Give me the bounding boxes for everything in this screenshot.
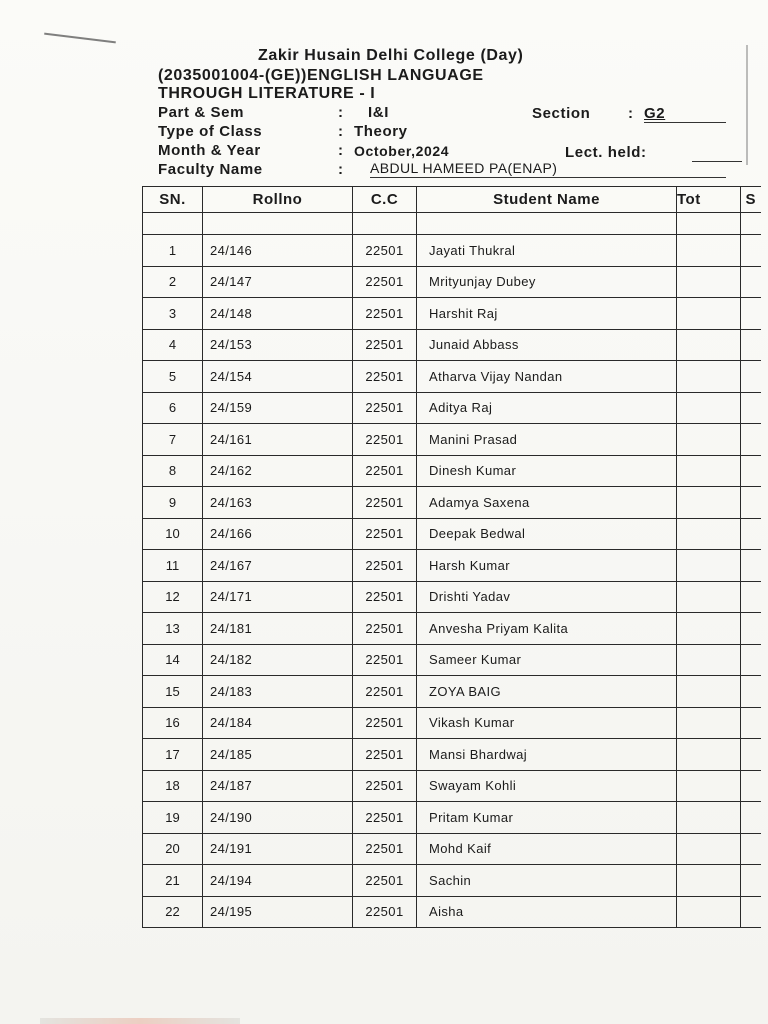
cell-cc: 22501 bbox=[353, 329, 417, 361]
cell-tot bbox=[677, 235, 741, 267]
table-header-row bbox=[143, 187, 761, 213]
cell-extra bbox=[741, 676, 761, 708]
cell-extra bbox=[741, 550, 761, 582]
lect-held-label: Lect. held: bbox=[565, 144, 647, 161]
cell-sn: 8 bbox=[143, 455, 203, 487]
cell-sn: 19 bbox=[143, 802, 203, 834]
table-row bbox=[143, 550, 761, 582]
cell-tot bbox=[677, 581, 741, 613]
cell-sn: 2 bbox=[143, 266, 203, 298]
cell-student-name: Junaid Abbass bbox=[417, 329, 677, 361]
cell-student-name: Atharva Vijay Nandan bbox=[417, 361, 677, 393]
cell-extra bbox=[741, 487, 761, 519]
cell-extra bbox=[741, 865, 761, 897]
cell-sn: 12 bbox=[143, 581, 203, 613]
page-edge-line bbox=[746, 45, 748, 165]
cell-extra bbox=[741, 739, 761, 771]
cell-cc: 22501 bbox=[353, 487, 417, 519]
cell-extra bbox=[741, 707, 761, 739]
table-row bbox=[143, 802, 761, 834]
cell-cc: 22501 bbox=[353, 802, 417, 834]
table-cell bbox=[143, 213, 203, 235]
cell-rollno: 24/163 bbox=[203, 487, 353, 519]
cell-tot bbox=[677, 518, 741, 550]
cell-student-name: Sachin bbox=[417, 865, 677, 897]
cell-sn: 9 bbox=[143, 487, 203, 519]
cell-rollno: 24/187 bbox=[203, 770, 353, 802]
cell-tot bbox=[677, 833, 741, 865]
cell-sn: 1 bbox=[143, 235, 203, 267]
cell-tot bbox=[677, 550, 741, 582]
faculty-value: ABDUL HAMEED PA(ENAP) bbox=[370, 160, 726, 178]
table-cell bbox=[417, 213, 677, 235]
cell-student-name: Swayam Kohli bbox=[417, 770, 677, 802]
cell-student-name: Mohd Kaif bbox=[417, 833, 677, 865]
table-row bbox=[143, 235, 761, 267]
table-row bbox=[143, 865, 761, 897]
cell-cc: 22501 bbox=[353, 266, 417, 298]
cell-rollno: 24/159 bbox=[203, 392, 353, 424]
section-label: Section bbox=[532, 105, 591, 122]
cell-student-name: Harsh Kumar bbox=[417, 550, 677, 582]
cell-cc: 22501 bbox=[353, 833, 417, 865]
cell-rollno: 24/195 bbox=[203, 896, 353, 928]
part-sem-label: Part & Sem bbox=[158, 104, 245, 121]
cell-rollno: 24/171 bbox=[203, 581, 353, 613]
cell-tot bbox=[677, 392, 741, 424]
cell-cc: 22501 bbox=[353, 644, 417, 676]
month-year-label: Month & Year bbox=[158, 142, 261, 159]
cell-extra bbox=[741, 392, 761, 424]
cell-extra bbox=[741, 613, 761, 645]
cell-sn: 21 bbox=[143, 865, 203, 897]
cell-sn: 10 bbox=[143, 518, 203, 550]
cell-tot bbox=[677, 676, 741, 708]
column-header-sn: SN. bbox=[143, 187, 203, 213]
table-row bbox=[143, 424, 761, 456]
cell-student-name: Anvesha Priyam Kalita bbox=[417, 613, 677, 645]
cell-student-name: Aditya Raj bbox=[417, 392, 677, 424]
cell-cc: 22501 bbox=[353, 739, 417, 771]
cell-rollno: 24/146 bbox=[203, 235, 353, 267]
cell-cc: 22501 bbox=[353, 235, 417, 267]
cell-tot bbox=[677, 487, 741, 519]
cell-student-name: Sameer Kumar bbox=[417, 644, 677, 676]
cell-extra bbox=[741, 455, 761, 487]
cell-extra bbox=[741, 644, 761, 676]
cell-tot bbox=[677, 644, 741, 676]
cell-cc: 22501 bbox=[353, 361, 417, 393]
student-table bbox=[142, 186, 762, 928]
cell-student-name: Adamya Saxena bbox=[417, 487, 677, 519]
cell-tot bbox=[677, 613, 741, 645]
cell-rollno: 24/148 bbox=[203, 298, 353, 330]
cell-sn: 22 bbox=[143, 896, 203, 928]
faculty-label: Faculty Name bbox=[158, 161, 263, 178]
table-row bbox=[143, 581, 761, 613]
cell-sn: 15 bbox=[143, 676, 203, 708]
table-cell bbox=[203, 213, 353, 235]
cell-extra bbox=[741, 518, 761, 550]
table-row bbox=[143, 707, 761, 739]
cell-extra bbox=[741, 329, 761, 361]
cell-cc: 22501 bbox=[353, 392, 417, 424]
table-row bbox=[143, 329, 761, 361]
cell-tot bbox=[677, 896, 741, 928]
class-type-label: Type of Class bbox=[158, 123, 263, 140]
table-cell bbox=[353, 213, 417, 235]
section-colon: : bbox=[628, 105, 634, 122]
cell-rollno: 24/191 bbox=[203, 833, 353, 865]
table-cell bbox=[741, 213, 761, 235]
cell-rollno: 24/153 bbox=[203, 329, 353, 361]
cell-cc: 22501 bbox=[353, 455, 417, 487]
cell-sn: 17 bbox=[143, 739, 203, 771]
cell-tot bbox=[677, 802, 741, 834]
class-type-value: Theory bbox=[354, 123, 408, 140]
table-row bbox=[143, 644, 761, 676]
column-header-rollno: Rollno bbox=[203, 187, 353, 213]
cell-tot bbox=[677, 424, 741, 456]
cell-cc: 22501 bbox=[353, 550, 417, 582]
cell-sn: 16 bbox=[143, 707, 203, 739]
cell-extra bbox=[741, 770, 761, 802]
column-header-cc: C.C bbox=[353, 187, 417, 213]
cell-extra bbox=[741, 896, 761, 928]
cell-sn: 6 bbox=[143, 392, 203, 424]
cell-cc: 22501 bbox=[353, 424, 417, 456]
cell-cc: 22501 bbox=[353, 707, 417, 739]
cell-cc: 22501 bbox=[353, 298, 417, 330]
cell-extra bbox=[741, 298, 761, 330]
table-row bbox=[143, 518, 761, 550]
cell-tot bbox=[677, 739, 741, 771]
table-spacer-row bbox=[143, 213, 761, 235]
table-row bbox=[143, 896, 761, 928]
cell-rollno: 24/147 bbox=[203, 266, 353, 298]
cell-tot bbox=[677, 266, 741, 298]
cell-rollno: 24/162 bbox=[203, 455, 353, 487]
cell-rollno: 24/185 bbox=[203, 739, 353, 771]
cell-sn: 13 bbox=[143, 613, 203, 645]
cell-extra bbox=[741, 802, 761, 834]
cell-sn: 7 bbox=[143, 424, 203, 456]
cell-student-name: Manini Prasad bbox=[417, 424, 677, 456]
table-cell bbox=[677, 213, 741, 235]
column-header-s: S bbox=[741, 187, 761, 213]
part-sem-value: I&I bbox=[368, 104, 389, 121]
cell-student-name: Harshit Raj bbox=[417, 298, 677, 330]
cell-student-name: Vikash Kumar bbox=[417, 707, 677, 739]
cell-cc: 22501 bbox=[353, 865, 417, 897]
cell-sn: 4 bbox=[143, 329, 203, 361]
section-value: G2 bbox=[644, 105, 726, 123]
cell-extra bbox=[741, 235, 761, 267]
cell-sn: 20 bbox=[143, 833, 203, 865]
month-year-value: October,2024 bbox=[354, 143, 450, 159]
table-row bbox=[143, 770, 761, 802]
cell-extra bbox=[741, 361, 761, 393]
class-type-colon: : bbox=[338, 123, 344, 140]
cell-student-name: Drishti Yadav bbox=[417, 581, 677, 613]
table-row bbox=[143, 361, 761, 393]
cell-student-name: Mansi Bhardwaj bbox=[417, 739, 677, 771]
cell-sn: 3 bbox=[143, 298, 203, 330]
cell-sn: 11 bbox=[143, 550, 203, 582]
cell-sn: 14 bbox=[143, 644, 203, 676]
cell-student-name: Jayati Thukral bbox=[417, 235, 677, 267]
cell-rollno: 24/167 bbox=[203, 550, 353, 582]
cell-student-name: ZOYA BAIG bbox=[417, 676, 677, 708]
table-row bbox=[143, 833, 761, 865]
table-row bbox=[143, 739, 761, 771]
cell-cc: 22501 bbox=[353, 581, 417, 613]
cell-extra bbox=[741, 424, 761, 456]
cell-rollno: 24/182 bbox=[203, 644, 353, 676]
cell-student-name: Dinesh Kumar bbox=[417, 455, 677, 487]
part-sem-colon: : bbox=[338, 104, 344, 121]
cell-cc: 22501 bbox=[353, 770, 417, 802]
cell-rollno: 24/154 bbox=[203, 361, 353, 393]
course-title-line2: THROUGH LITERATURE - I bbox=[158, 85, 376, 102]
cell-cc: 22501 bbox=[353, 613, 417, 645]
table-row bbox=[143, 392, 761, 424]
cell-extra bbox=[741, 581, 761, 613]
cell-tot bbox=[677, 707, 741, 739]
cell-cc: 22501 bbox=[353, 896, 417, 928]
table-row bbox=[143, 487, 761, 519]
cell-student-name: Mrityunjay Dubey bbox=[417, 266, 677, 298]
table-row bbox=[143, 613, 761, 645]
cell-cc: 22501 bbox=[353, 518, 417, 550]
cell-rollno: 24/166 bbox=[203, 518, 353, 550]
college-name: Zakir Husain Delhi College (Day) bbox=[258, 47, 524, 64]
table-row bbox=[143, 455, 761, 487]
cell-tot bbox=[677, 770, 741, 802]
cell-student-name: Aisha bbox=[417, 896, 677, 928]
scan-edge-strip bbox=[40, 1018, 240, 1024]
cell-tot bbox=[677, 329, 741, 361]
cell-rollno: 24/181 bbox=[203, 613, 353, 645]
cell-tot bbox=[677, 865, 741, 897]
cell-cc: 22501 bbox=[353, 676, 417, 708]
table-row bbox=[143, 676, 761, 708]
column-header-student-name: Student Name bbox=[417, 187, 677, 213]
cell-extra bbox=[741, 833, 761, 865]
cell-tot bbox=[677, 361, 741, 393]
table-row bbox=[143, 298, 761, 330]
cell-sn: 5 bbox=[143, 361, 203, 393]
cell-rollno: 24/194 bbox=[203, 865, 353, 897]
faculty-colon: : bbox=[338, 161, 344, 178]
cell-student-name: Pritam Kumar bbox=[417, 802, 677, 834]
table-row bbox=[143, 266, 761, 298]
cell-tot bbox=[677, 455, 741, 487]
cell-rollno: 24/184 bbox=[203, 707, 353, 739]
cell-extra bbox=[741, 266, 761, 298]
column-header-tot: Tot bbox=[677, 187, 741, 213]
cell-rollno: 24/183 bbox=[203, 676, 353, 708]
course-title-line1: (2035001004-(GE))ENGLISH LANGUAGE bbox=[158, 67, 484, 84]
cell-sn: 18 bbox=[143, 770, 203, 802]
cell-rollno: 24/190 bbox=[203, 802, 353, 834]
cell-tot bbox=[677, 298, 741, 330]
cell-student-name: Deepak Bedwal bbox=[417, 518, 677, 550]
cell-rollno: 24/161 bbox=[203, 424, 353, 456]
pen-mark bbox=[44, 33, 116, 44]
month-year-colon: : bbox=[338, 142, 344, 159]
